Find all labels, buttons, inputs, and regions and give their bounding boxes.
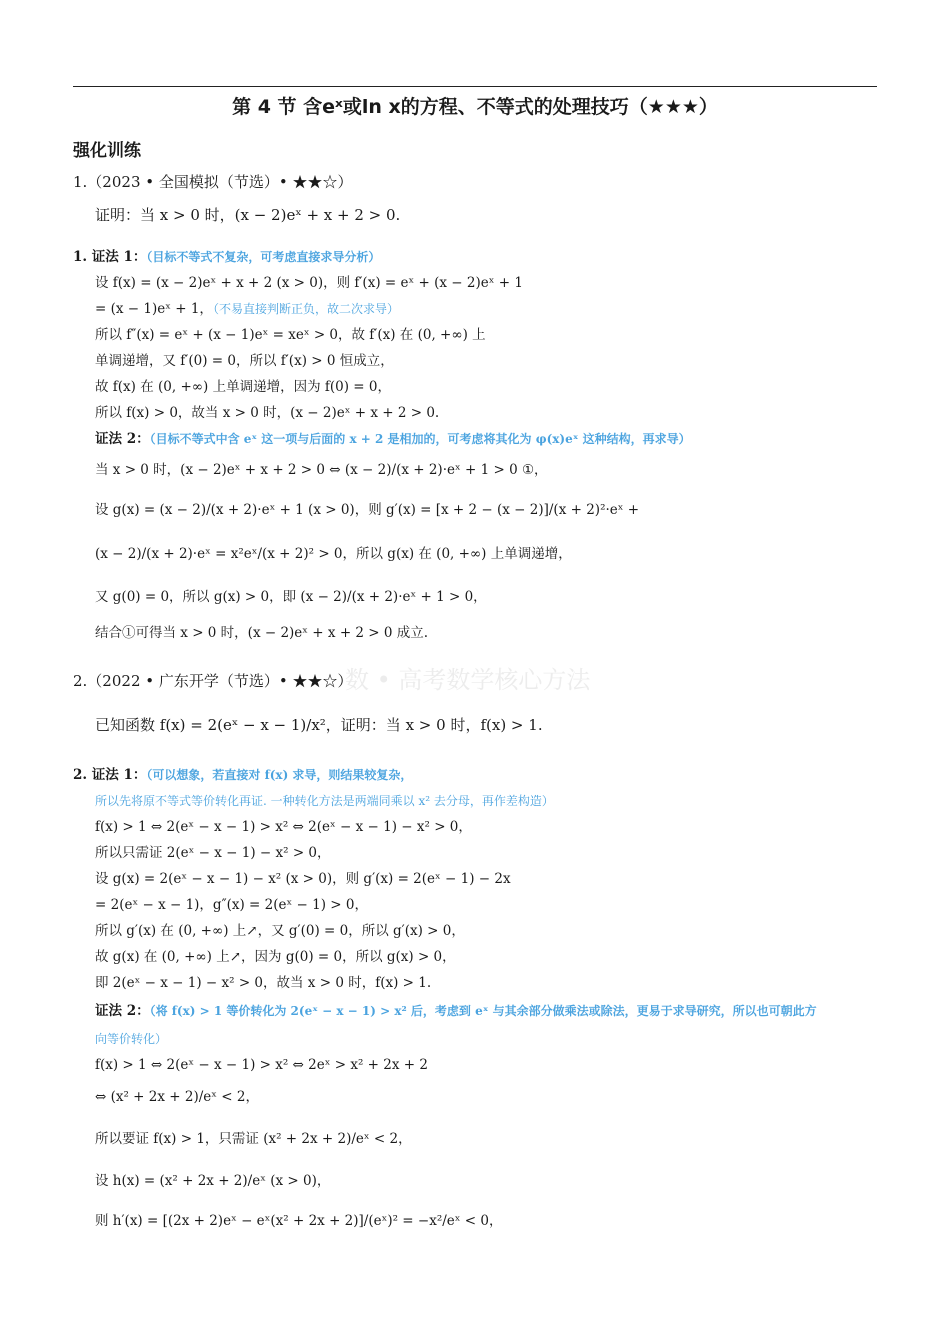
line-comment: 所以先将原不等式等价转化再证. 一种转化方法是两端同乘以 x² 去分母，再作差构造） (95, 794, 554, 808)
text-line (95, 300, 399, 318)
line-text: f(x) > 1 ⇔ 2(eˣ − x − 1) > x² ⇔ 2eˣ > x² + 2x + 2 (95, 1057, 428, 1073)
text-line (73, 766, 412, 784)
text-line (95, 1212, 502, 1230)
text-line (95, 206, 400, 224)
line-text: 已知函数 f(x) = 2(eˣ − x − 1)/x²，证明：当 x > 0 时，f(x) > 1. (95, 716, 543, 734)
line-text: 2.（2022 • 广东开学（节选）• ★★☆） (73, 672, 353, 690)
text-line (95, 274, 523, 292)
text-line (95, 545, 572, 563)
text-line (95, 501, 639, 519)
text-line (95, 1172, 330, 1190)
text-line (95, 818, 472, 836)
text-line (95, 404, 439, 422)
line-text: 证法 2： (95, 431, 150, 447)
text-line (95, 1030, 167, 1048)
text-line (95, 326, 486, 344)
line-text: = 2(eˣ − x − 1)，g″(x) = 2(eˣ − 1) > 0， (95, 897, 368, 913)
text-line (73, 173, 353, 191)
line-text: 则 h′(x) = [(2x + 2)eˣ − eˣ(x² + 2x + 2)]/(eˣ)² = −x²/eˣ < 0， (95, 1213, 503, 1229)
page-title: 第 4 节 含eˣ或ln x的方程、不等式的处理技巧（★★★） (232, 96, 718, 118)
text-line (95, 1130, 412, 1148)
line-text: 1.（2023 • 全国模拟（节选）• ★★☆） (73, 173, 353, 191)
line-comment: （目标不等式不复杂，可考虑直接求导分析） (146, 250, 381, 264)
line-text: 所以要证 f(x) > 1，只需证 (x² + 2x + 2)/eˣ < 2， (95, 1131, 412, 1147)
line-comment: （不易直接判断正负，故二次求导） (212, 302, 399, 316)
line-text: 设 h(x) = (x² + 2x + 2)/eˣ (x > 0)， (95, 1173, 331, 1189)
line-text: 设 g(x) = (x − 2)/(x + 2)·eˣ + 1 (x > 0)，则 g′(x) = [x + 2 − (x − 2)]/(x + 2)²·eˣ + (95, 502, 640, 518)
text-line (95, 378, 391, 396)
line-text: 故 g(x) 在 (0, +∞) 上↗，因为 g(0) = 0，所以 g(x) > 0， (95, 949, 456, 965)
text-line (95, 461, 548, 479)
line-comment: （可以想象，若直接对 f(x) 求导，则结果较复杂， (146, 768, 413, 782)
line-text: 设 g(x) = 2(eˣ − x − 1) − x² (x > 0)，则 g′(x) = 2(eˣ − 1) − 2x (95, 871, 511, 887)
line-text: f(x) > 1 ⇔ 2(eˣ − x − 1) > x² ⇔ 2(eˣ − x − 1) − x² > 0， (95, 819, 472, 835)
line-comment: （目标不等式中含 eˣ 这一项与后面的 x + 2 是相加的，可考虑将其化为 φ(x)eˣ 这种结构，再求导） (149, 432, 691, 446)
text-line (95, 792, 554, 810)
text-line (95, 588, 487, 606)
text-line (73, 248, 380, 266)
line-text: 设 f(x) = (x − 2)eˣ + x + 2 (x > 0)，则 f′(x) = eˣ + (x − 2)eˣ + 1 (95, 275, 523, 291)
text-line (73, 672, 353, 690)
line-comment: 向等价转化） (95, 1032, 168, 1046)
text-line (95, 974, 431, 992)
line-text: 单调递增，又 f′(0) = 0，所以 f′(x) > 0 恒成立， (95, 353, 394, 369)
text-line (95, 1088, 259, 1106)
line-text: 2. 证法 1： (73, 767, 147, 783)
line-text: ⇔ (x² + 2x + 2)/eˣ < 2， (95, 1089, 259, 1105)
text-line (95, 716, 543, 734)
text-line (95, 896, 368, 914)
text-line (95, 1002, 817, 1020)
line-text: 即 2(eˣ − x − 1) − x² > 0，故当 x > 0 时，f(x) > 1. (95, 975, 432, 991)
line-text: 所以只需证 2(eˣ − x − 1) − x² > 0， (95, 845, 331, 861)
line-text: 所以 f″(x) = eˣ + (x − 1)eˣ = xeˣ > 0，故 f′(x) 在 (0, +∞) 上 (95, 327, 486, 343)
line-text: 故 f(x) 在 (0, +∞) 上单调递增，因为 f(0) = 0， (95, 379, 391, 395)
watermark: 数 • 高考数学核心方法 (345, 666, 591, 694)
line-text: 所以 f(x) > 0，故当 x > 0 时，(x − 2)eˣ + x + 2 > 0. (95, 405, 440, 421)
line-comment: （将 f(x) > 1 等价转化为 2(eˣ − x − 1) > x² 后，考虑到 eˣ 与其余部分做乘法或除法，更易于求导研究，所以也可朝此方 (149, 1004, 817, 1018)
text-line (95, 624, 428, 642)
top-rule (73, 86, 877, 87)
text-line (95, 352, 394, 370)
text-line (95, 948, 456, 966)
text-line (95, 1056, 428, 1074)
line-text: (x − 2)/(x + 2)·eˣ = x²eˣ/(x + 2)² > 0，所以 g(x) 在 (0, +∞) 上单调递增， (95, 546, 572, 562)
text-line (95, 844, 331, 862)
line-text: 当 x > 0 时，(x − 2)eˣ + x + 2 > 0 ⇔ (x − 2)/(x + 2)·eˣ + 1 > 0 ①， (95, 462, 548, 478)
line-text: 证法 2： (95, 1003, 150, 1019)
line-text: 结合①可得当 x > 0 时，(x − 2)eˣ + x + 2 > 0 成立. (95, 625, 429, 641)
text-line (95, 430, 691, 448)
line-text: 1. 证法 1： (73, 249, 147, 265)
section-heading: 强化训练 (73, 141, 141, 161)
line-text: 又 g(0) = 0，所以 g(x) > 0，即 (x − 2)/(x + 2)·eˣ + 1 > 0， (95, 589, 487, 605)
line-text: = (x − 1)eˣ + 1， (95, 301, 213, 317)
text-line (95, 922, 465, 940)
text-line (95, 870, 511, 888)
line-text: 所以 g′(x) 在 (0, +∞) 上↗，又 g′(0) = 0，所以 g′(x) > 0， (95, 923, 465, 939)
line-text: 证明：当 x > 0 时，(x − 2)eˣ + x + 2 > 0. (95, 206, 401, 224)
